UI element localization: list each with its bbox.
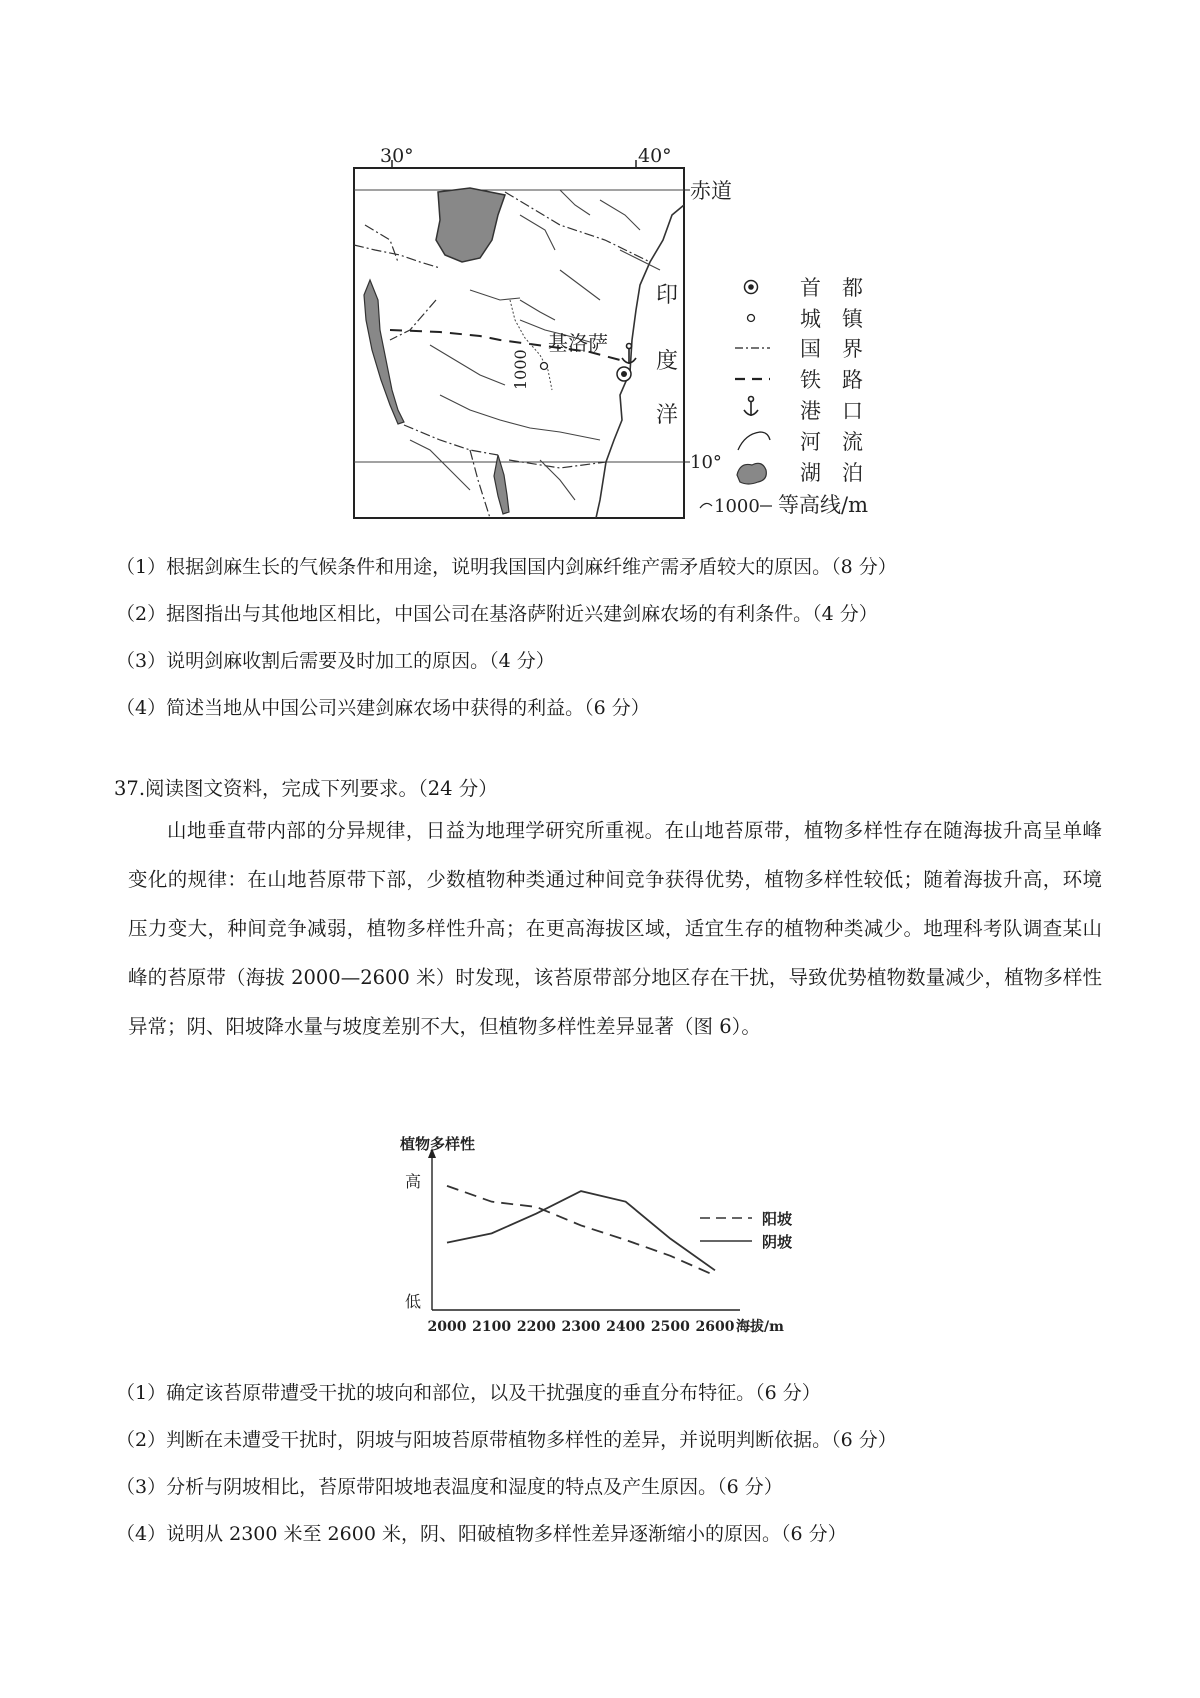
anchor-icon: [622, 344, 636, 365]
q36-question-1: （1）根据剑麻生长的气候条件和用途，说明我国国内剑麻纤维产需矛盾较大的原因。（8 分）: [116, 556, 897, 578]
legend-label-town: 城 镇: [800, 307, 863, 331]
q37-question-2: （2）判断在未遭受干扰时，阴坡与阳坡苔原带植物多样性的差异，并说明判断依据。（6 分）: [116, 1429, 897, 1451]
q37-heading: 37.阅读图文资料，完成下列要求。（24 分）: [114, 777, 498, 800]
legend-label-port: 港 口: [800, 399, 863, 423]
lake-tanganyika: [364, 280, 404, 424]
legend-label-contour: 等高线/m: [778, 493, 868, 517]
legend-label-river: 河 流: [800, 430, 863, 454]
legend-label-yin: 阴坡: [762, 1233, 793, 1251]
x-tick-label: 2400: [606, 1319, 646, 1335]
x-tick-label: 2300: [561, 1319, 601, 1335]
legend-label-railway: 铁 路: [800, 368, 863, 392]
x-tick-label: 2500: [650, 1319, 690, 1335]
q37-paragraph-block: [128, 806, 1102, 1051]
legend-label-border: 国 界: [800, 337, 863, 361]
q37-question-4: （4）说明从 2300 米至 2600 米，阴、阳破植物多样性差异逐渐缩小的原因。（6 分）: [116, 1523, 847, 1545]
legend-label-capital: 首 都: [800, 276, 863, 300]
ocean-label-3: 洋: [656, 403, 679, 428]
series-line-yin: [447, 1191, 715, 1270]
legend-label-lake: 湖 泊: [800, 461, 863, 485]
series-line-yang: [447, 1186, 715, 1276]
q36-question-2: （2）据图指出与其他地区相比，中国公司在基洛萨附近兴建剑麻农场的有利条件。（4 分）: [116, 603, 878, 625]
x-axis-label: 海拔/m: [736, 1319, 784, 1335]
x-tick-label: 2200: [516, 1319, 556, 1335]
y-tick-high: 高: [405, 1172, 422, 1191]
q36-question-4: （4）简述当地从中国公司兴建剑麻农场中获得的利益。（6 分）: [116, 697, 650, 719]
ocean-label-2: 度: [656, 349, 679, 374]
q37-question-3: （3）分析与阴坡相比，苔原带阳坡地表温度和湿度的特点及产生原因。（6 分）: [116, 1476, 783, 1498]
q37-paragraph: 山地垂直带内部的分异规律，日益为地理学研究所重视。在山地苔原带，植物多样性存在随海拔升高呈单峰变化的规律：在山地苔原带下部，少数植物种类通过种间竞争获得优势，植物多样性较低；随着海拔升高，环境压力变大，种间竞争减弱，植物多样性升高；在更高海拔区域，适宜生存的植物种类减少。地理科考队调查某山峰的苔原带（海拔 2000—2600 米）时发现，该苔原带部分地区存在干扰，导致优势植物数量减少，植物多样性异常；阴、阳坡降水量与坡度差别不大，但植物多样性差异显著（图 6）。: [128, 819, 1102, 1038]
lon-label-30: 30°: [380, 145, 414, 167]
ocean-label-1: 印: [656, 283, 679, 308]
contour-value-label: 1000: [511, 349, 530, 390]
y-axis-label: 植物多样性: [400, 1135, 476, 1153]
lake-malawi: [494, 455, 509, 514]
diversity-line-chart: [0, 1130, 1200, 1360]
lake-victoria: [436, 188, 505, 262]
legend-contour-value: 1000: [714, 496, 760, 517]
x-tick-label: 2100: [472, 1319, 512, 1335]
lat-label-10: 10°: [690, 452, 722, 473]
city-label: 基洛萨: [548, 331, 608, 355]
y-tick-low: 低: [405, 1292, 422, 1311]
x-tick-label: 2000: [427, 1319, 467, 1335]
map-figure: [0, 0, 1200, 530]
x-tick-label: 2600: [695, 1319, 735, 1335]
town-icon: [541, 363, 548, 370]
legend-label-yang: 阳坡: [762, 1210, 793, 1228]
map-legend: [700, 281, 772, 509]
q36-question-3: （3）说明剑麻收割后需要及时加工的原因。（4 分）: [116, 650, 555, 672]
equator-label: 赤道: [690, 179, 732, 203]
q37-question-1: （1）确定该苔原带遭受干扰的坡向和部位，以及干扰强度的垂直分布特征。（6 分）: [116, 1382, 821, 1404]
lon-label-40: 40°: [638, 145, 672, 167]
